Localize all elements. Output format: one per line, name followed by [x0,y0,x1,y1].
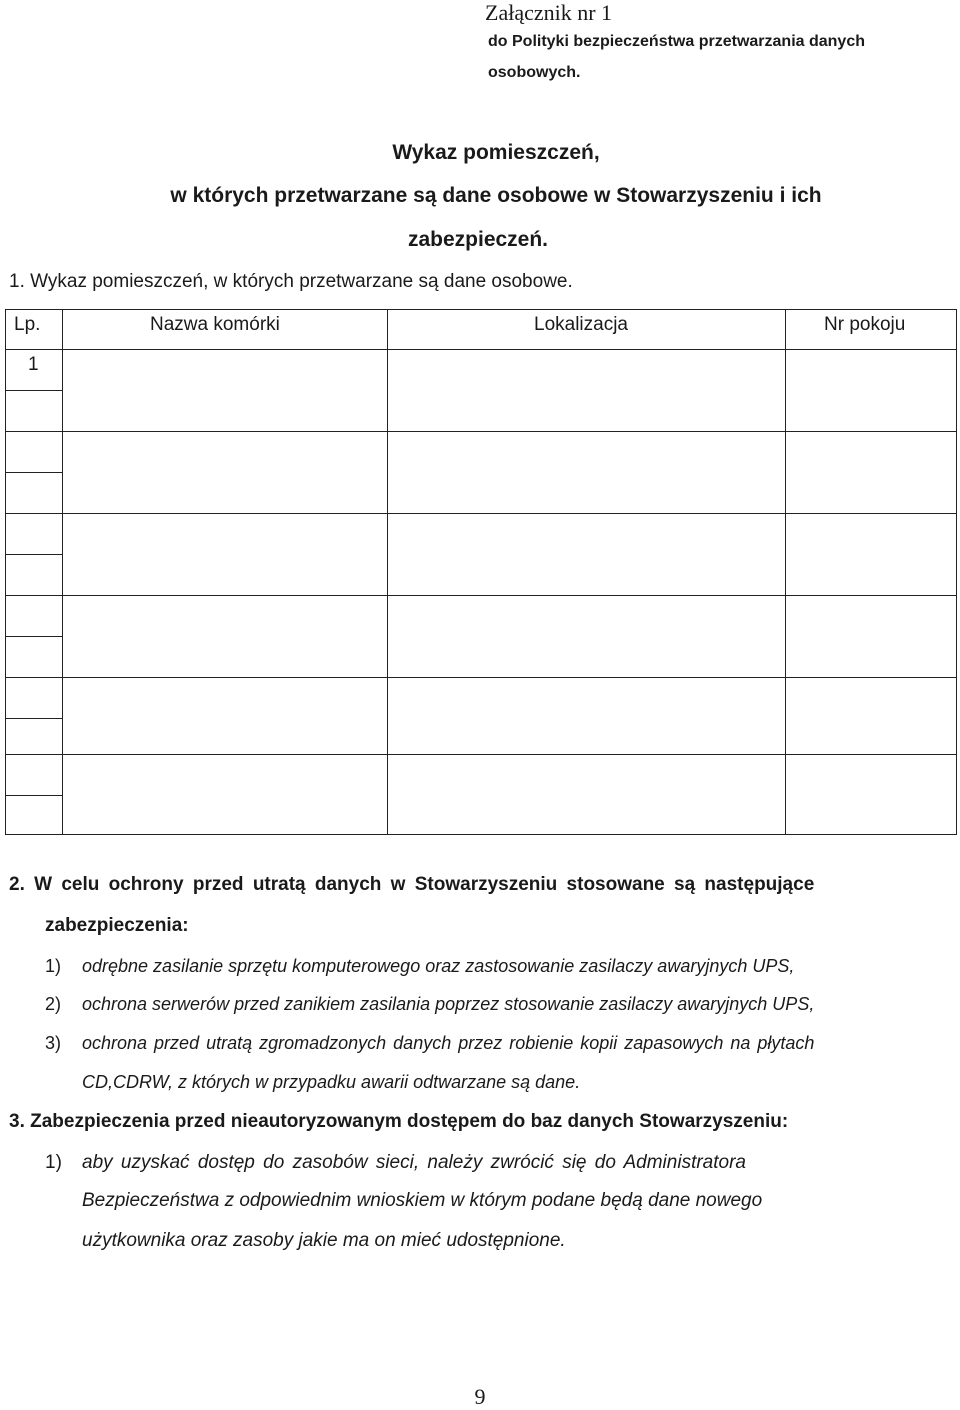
list-item-number: 3) [45,1033,62,1053]
section1-heading: 1. Wykaz pomieszczeń, w których przetwarzane są dane osobowe. [9,271,573,292]
rooms-table [5,309,957,835]
list-item [45,1033,814,1054]
table-header-room-number: Nr pokoju [824,314,906,335]
section2-heading-line1: 2. W celu ochrony przed utratą danych w Stowarzyszeniu stosowane są następujące [9,874,815,895]
list-item-text: ochrona przed utratą zgromadzonych danych przez robienie kopii zapasowych na płytach [82,1033,815,1053]
list-item-continuation: użytkownika oraz zasoby jakie ma on mieć udostępnione. [82,1230,566,1251]
list-item-text: odrębne zasilanie sprzętu komputerowego oraz zastosowanie zasilaczy awaryjnych UPS, [82,956,795,976]
table-header-location: Lokalizacja [534,314,628,335]
page-number: 9 [474,1384,486,1409]
list-item [45,994,814,1015]
annex-subtitle-line2: osobowych. [488,64,581,81]
list-item-number: 1) [45,956,62,976]
list-item-number: 2) [45,994,62,1014]
list-item-text: aby uzyskać dostęp do zasobów sieci, należy zwrócić się do Administratora [82,1152,746,1173]
list-item-continuation: CD,CDRW, z których w przypadku awarii odtwarzane są dane. [82,1072,581,1092]
table-header-lp: Lp. [14,314,41,335]
annex-title: Załącznik nr 1 [485,0,613,25]
table-header-cell-name: Nazwa komórki [150,314,280,335]
section3-heading: 3. Zabezpieczenia przed nieautoryzowanym dostępem do baz danych Stowarzyszeniu: [9,1111,789,1132]
list-item-continuation: Bezpieczeństwa z odpowiednim wnioskiem w którym podane będą dane nowego [82,1190,763,1211]
section2-heading-line2: zabezpieczenia: [45,915,189,936]
annex-subtitle-line1: do Polityki bezpieczeństwa przetwarzania danych [488,33,865,50]
list-item [45,956,794,977]
document-title-line3: zabezpieczeń. [407,228,549,251]
list-item [45,1152,746,1174]
list-item-number: 1) [45,1152,62,1173]
table-cell-lp: 1 [28,354,39,375]
document-title-line1: Wykaz pomieszczeń, [392,141,600,164]
list-item-text: ochrona serwerów przed zanikiem zasilania poprzez stosowanie zasilaczy awaryjnych UPS, [82,994,815,1014]
document-title-line2: w których przetwarzane są dane osobowe w Stowarzyszeniu i ich [170,184,822,207]
